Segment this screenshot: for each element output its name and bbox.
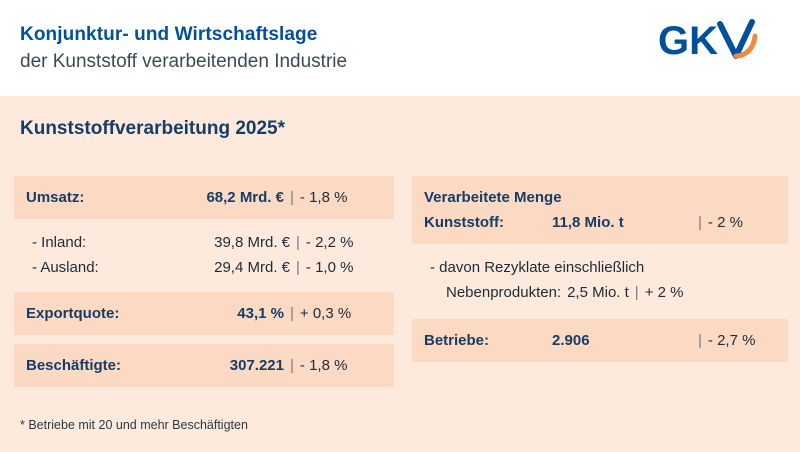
stat-label: - Inland: [32,234,87,251]
note-line-2 [424,280,776,305]
page-title: Konjunktur- und Wirtschaftslage [20,24,318,45]
note-value: 2,5 Mio. t [567,284,629,301]
note-change: + 2 % [644,284,684,301]
stat-value: 29,4 Mrd. € [214,259,290,276]
stat-separator: | [698,332,702,349]
footnote: * Betriebe mit 20 und mehr Beschäftigten [20,418,248,432]
page-subtitle: der Kunststoff verarbeitenden Industrie [20,51,348,72]
stat-separator: | [290,189,294,206]
note-text: - davon Rezyklate einschließlich [430,259,645,276]
stat-card-exportquote [14,292,394,335]
svg-text:GK: GK [658,19,718,63]
header-titles [20,22,347,76]
stat-separator: | [290,305,294,322]
stat-heading-row [424,185,776,210]
stat-card-umsatz-breakdown [14,228,394,282]
note-rezyklate [412,253,788,307]
gkv-logo [658,18,778,72]
stat-change: - 1,0 % [305,259,354,276]
stat-value: 307.221 [229,357,284,374]
stat-separator: | [296,234,300,251]
stat-change: - 2,7 % [707,332,756,349]
stat-heading: Verarbeitete Menge [424,189,562,206]
stat-card-beschaeftigte [14,344,394,387]
stat-row-beschaeftigte [26,353,382,378]
note-line-1 [424,255,776,280]
stat-separator: | [290,357,294,374]
stat-label: Exportquote: [26,305,120,322]
stat-row-ausland [26,255,382,280]
stat-value: 43,1 % [237,305,284,322]
note-label: Nebenprodukten: [446,284,562,301]
stat-separator: | [698,214,702,231]
stat-change: - 1,8 % [299,189,348,206]
stat-value: 11,8 Mio. t [552,214,624,231]
stat-row-betriebe [424,328,776,353]
stat-label: Kunststoff: [424,214,504,231]
right-column [412,176,788,371]
left-column [14,176,394,396]
stat-label: Umsatz: [26,189,85,206]
stat-row-kunststoff [424,210,776,235]
header [0,0,800,97]
stat-value: 2.906 [552,332,590,349]
stat-card-umsatz [14,176,394,219]
stat-label: Betriebe: [424,332,490,349]
stat-separator: | [296,259,300,276]
stat-change: - 2,2 % [305,234,354,251]
section-title: Kunststoffverarbeitung 2025* [20,118,286,139]
stat-value: 39,8 Mrd. € [214,234,290,251]
stat-row-umsatz [26,185,382,210]
stat-label: - Ausland: [32,259,99,276]
stat-value: 68,2 Mrd. € [206,189,284,206]
stat-change: - 1,8 % [299,357,348,374]
stat-change: + 0,3 % [299,305,352,322]
stat-row-inland [26,230,382,255]
stat-card-verarbeitete-menge [412,176,788,244]
stat-label: Beschäftigte: [26,357,122,374]
note-separator: | [634,284,639,301]
stat-change: - 2 % [707,214,743,231]
stat-card-betriebe [412,319,788,362]
stat-row-exportquote [26,301,382,326]
content-panel [0,96,800,452]
